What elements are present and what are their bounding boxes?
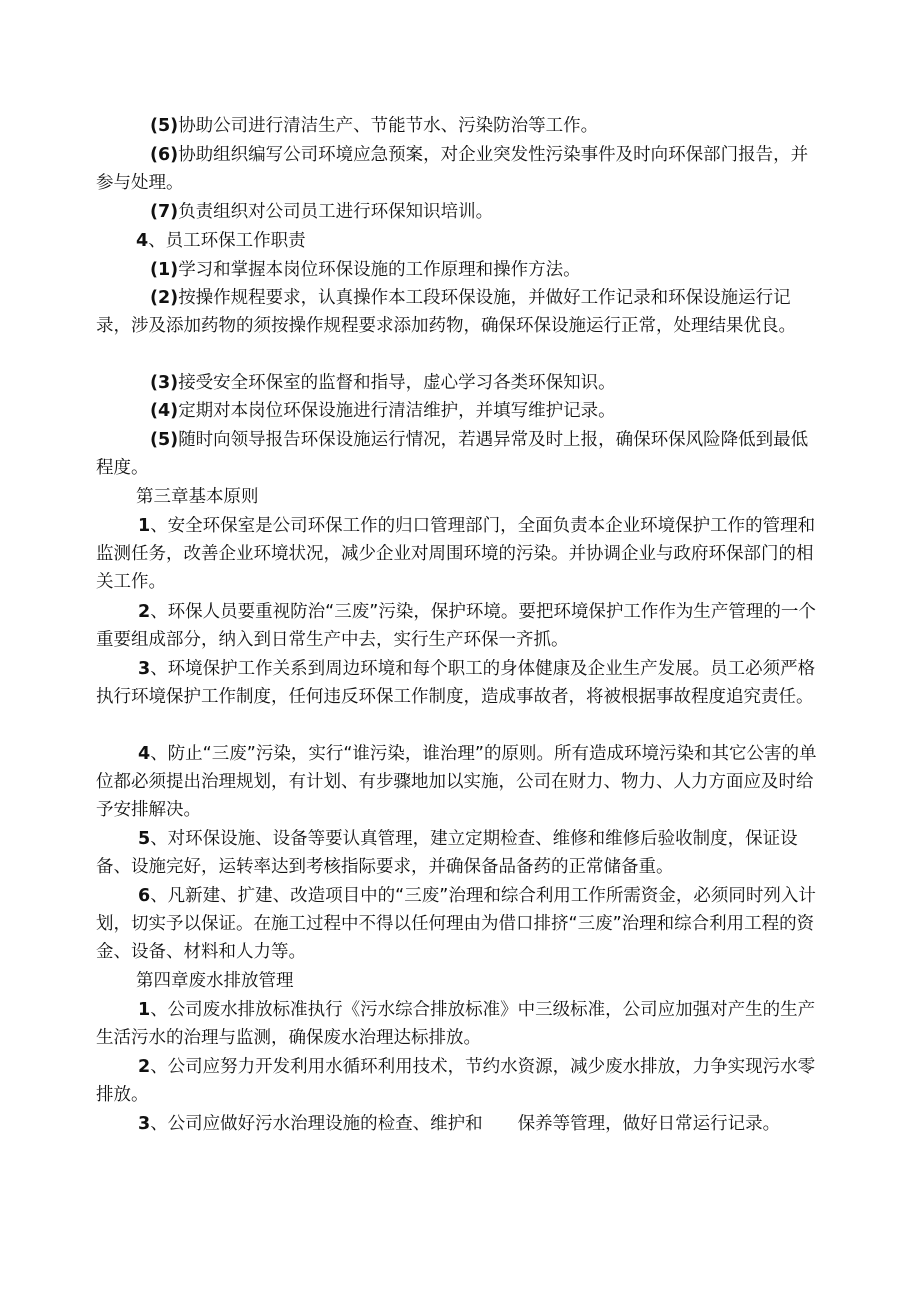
paragraph-employee-5: (5)随时向领导报告环保设施运行情况，若遇异常及时上报，确保环保风险降低到最低程度。 bbox=[96, 430, 809, 478]
paragraph-wastewater-2: 2、公司应努力开发利用水循环利用技术，节约水资源，减少废水排放，力争实现污水零排放。 bbox=[96, 1057, 816, 1105]
paragraph-principle-1: 1、安全环保室是公司环保工作的归口管理部门，全面负责本企业环境保护工作的管理和监测任务，改善企业环境状况，减少企业对周围环境的污染。并协调企业与政府环保部门的相关工作。 bbox=[96, 516, 816, 592]
paragraph-employee-1: (1)学习和掌握本岗位环保设施的工作原理和操作方法。 bbox=[150, 260, 581, 280]
paragraph-wastewater-1: 1、公司废水排放标准执行《污水综合排放标准》中三级标准，公司应加强对产生的生产生活污水的治理与监测，确保废水治理达标排放。 bbox=[96, 1000, 816, 1048]
paragraph-principle-6: 6、凡新建、扩建、改造项目中的“三废”治理和综合利用工作所需资金，必须同时列入计划，切实予以保证。在施工过程中不得以任何理由为借口排挤“三废”治理和综合利用工程的资金、设备、材料和人力等。 bbox=[96, 886, 816, 962]
paragraph-employee-2: (2)按操作规程要求，认真操作本工段环保设施，并做好工作记录和环保设施运行记录，涉及添加药物的须按操作规程要求添加药物，确保环保设施运行正常，处理结果优良。 bbox=[96, 288, 796, 336]
paragraph-duty-7: (7)负责组织对公司员工进行环保知识培训。 bbox=[150, 202, 494, 222]
paragraph-principle-5: 5、对环保设施、设备等要认真管理，建立定期检查、维修和维修后验收制度，保证设备、设施完好，运转率达到考核指际要求，并确保备品备药的正常储备重。 bbox=[96, 829, 798, 877]
paragraph-employee-3: (3)接受安全环保室的监督和指导，虚心学习各类环保知识。 bbox=[150, 373, 616, 393]
paragraph-principle-3: 3、环境保护工作关系到周边环境和每个职工的身体健康及企业生产发展。员工必须严格执行环境保护工作制度，任何违反环保工作制度，造成事故者，将被根据事故程度追究责任。 bbox=[96, 659, 816, 707]
chapter-heading-4: 第四章废水排放管理 bbox=[136, 971, 294, 991]
paragraph-principle-4: 4、防止“三废”污染，实行“谁污染，谁治理”的原则。所有造成环境污染和其它公害的单位都必须提出治理规划，有计划、有步骤地加以实施，公司在财力、物力、人力方面应及时给予安排解决。 bbox=[96, 744, 817, 820]
section-heading-employee-duties: 4、员工环保工作职责 bbox=[136, 231, 306, 251]
paragraph-wastewater-3: 3、公司应做好污水治理设施的检查、维护和 保养等管理，做好日常运行记录。 bbox=[138, 1114, 781, 1134]
paragraph-duty-6: (6)协助组织编写公司环境应急预案，对企业突发性污染事件及时向环保部门报告，并参与处理。 bbox=[96, 145, 809, 193]
paragraph-employee-4: (4)定期对本岗位环保设施进行清洁维护，并填写维护记录。 bbox=[150, 401, 616, 421]
chapter-heading-3: 第三章基本原则 bbox=[136, 487, 259, 507]
paragraph-duty-5: (5)协助公司进行清洁生产、节能节水、污染防治等工作。 bbox=[150, 116, 599, 136]
paragraph-principle-2: 2、环保人员要重视防治“三废”污染，保护环境。要把环境保护工作作为生产管理的一个重要组成部分，纳入到日常生产中去，实行生产环保一齐抓。 bbox=[96, 602, 816, 650]
